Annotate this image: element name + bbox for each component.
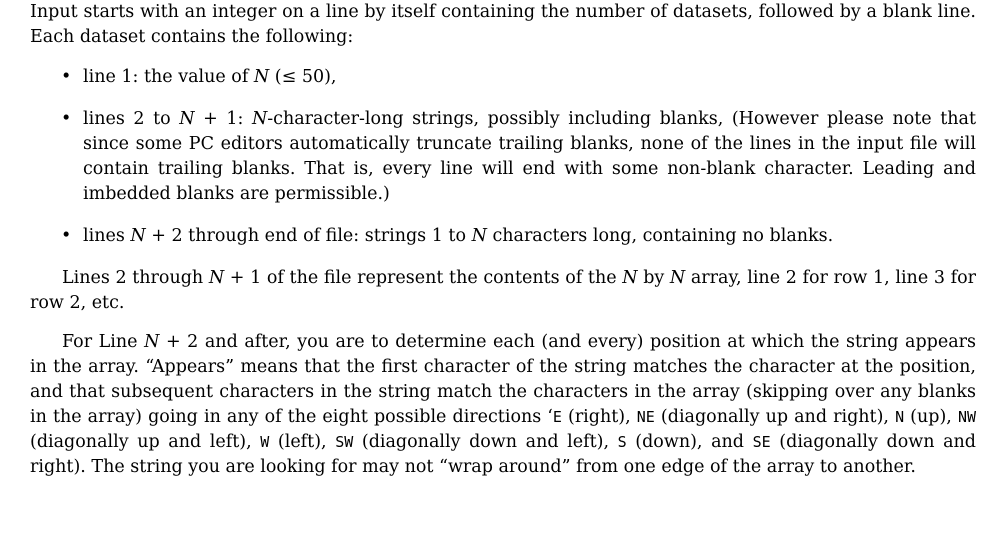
intro-paragraph: Input starts with an integer on a line by itself containing the number of datasets, followed by a blank line. Each dataset contains the following: <box>30 2 976 47</box>
math-var: N <box>144 332 160 352</box>
text-run: + 1 of the file represent the contents of the <box>224 268 623 288</box>
direction-code: E <box>552 408 562 426</box>
math-var: N <box>253 67 270 87</box>
list-item <box>30 65 976 90</box>
text-run: (diagonally up and left), <box>30 432 261 452</box>
math-var: N <box>471 226 487 246</box>
text-run: lines <box>83 226 131 246</box>
text-run: For Line <box>62 332 145 352</box>
text-run: (left), <box>269 432 336 452</box>
search-rules-paragraph <box>30 330 976 480</box>
text-run: (down), and <box>626 432 753 452</box>
text-run: (≤ 50), <box>269 67 337 87</box>
array-contents-paragraph <box>30 266 976 316</box>
list-item <box>30 107 976 207</box>
math-var: N <box>251 109 268 129</box>
bullet-icon: • <box>61 67 72 87</box>
math-var: N <box>622 268 638 288</box>
math-var: N <box>179 109 195 129</box>
text-run: (right), <box>561 407 637 427</box>
direction-code: SW <box>335 433 354 451</box>
problem-input-description <box>30 0 976 480</box>
direction-code: NE <box>636 408 655 426</box>
math-var: N <box>130 226 146 246</box>
text-run: (diagonally down and left), <box>353 432 618 452</box>
text-run: (diagonally up and right), <box>654 407 896 427</box>
text-run: (up), <box>904 407 958 427</box>
text-run: (diagonally down and right). The string you are looking for may not “wrap around” from one edge of the array to another. <box>30 432 976 477</box>
math-var: N <box>669 268 686 288</box>
text-run: Lines 2 through <box>62 268 209 288</box>
bullet-icon: • <box>61 226 72 246</box>
text-run: -character-long strings, possibly including blanks, (However please note that since some PC editors automatically truncate trailing blanks, none of the lines in the input file will contain trailing blanks. That is, every line will end with some non-blank character. Leading and imbedded blanks are permissible.) <box>83 109 976 204</box>
dataset-format-list <box>30 65 976 249</box>
text-run: + 1: <box>194 109 252 129</box>
direction-code: S <box>617 433 627 451</box>
direction-code: N <box>895 408 905 426</box>
text-run: array, line 2 for row 1, line 3 for row 2, etc. <box>30 268 976 313</box>
text-run: characters long, containing no blanks. <box>486 226 834 246</box>
direction-code: SE <box>752 433 771 451</box>
text-run: lines 2 to <box>83 109 180 129</box>
math-var: N <box>208 268 225 288</box>
text-run: line 1: the value of <box>83 67 254 87</box>
direction-code: W <box>260 433 270 451</box>
text-run: + 2 through end of file: strings 1 to <box>145 226 472 246</box>
text-run: by <box>637 268 670 288</box>
text-run: + 2 and after, you are to determine each (and every) position at which the string appears in the array. “Appears” means that the first character of the string matches the character at the position, and that subsequent characters in the string match the characters in the array (skipping over any blanks in the array) going in any of the eight possible directions ‘ <box>30 332 976 427</box>
direction-code: NW <box>957 408 977 426</box>
list-item <box>30 224 976 249</box>
bullet-icon: • <box>61 109 72 129</box>
